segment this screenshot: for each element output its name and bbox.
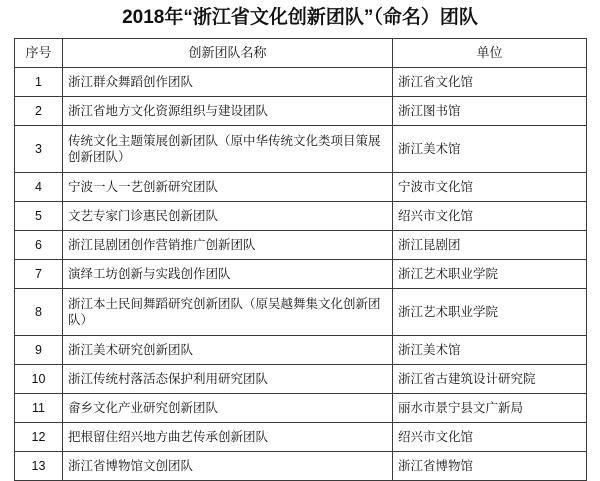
cell-index: 3	[15, 126, 63, 173]
cell-unit: 浙江图书馆	[393, 97, 587, 126]
cell-unit: 绍兴市文化馆	[393, 202, 587, 231]
table-container	[0, 38, 600, 481]
cell-team-name: 浙江传统村落活态保护利用研究团队	[63, 365, 393, 394]
cell-team-name: 浙江本土民间舞蹈研究创新团队（原吴越舞集文化创新团队）	[63, 289, 393, 336]
cell-unit: 浙江省文化馆	[393, 68, 587, 97]
cell-team-name: 畲乡文化产业研究创新团队	[63, 394, 393, 423]
cell-index: 1	[15, 68, 63, 97]
cell-unit: 浙江昆剧团	[393, 231, 587, 260]
column-header-unit: 单位	[393, 39, 587, 68]
table-row	[15, 336, 587, 365]
table-row	[15, 68, 587, 97]
table-row	[15, 394, 587, 423]
cell-index: 6	[15, 231, 63, 260]
cell-unit: 丽水市景宁县文广新局	[393, 394, 587, 423]
cell-unit: 浙江美术馆	[393, 336, 587, 365]
cell-team-name: 宁波一人一艺创新研究团队	[63, 173, 393, 202]
cell-index: 13	[15, 452, 63, 481]
cell-unit: 宁波市文化馆	[393, 173, 587, 202]
cell-team-name: 浙江省地方文化资源组织与建设团队	[63, 97, 393, 126]
table-row	[15, 231, 587, 260]
table-row	[15, 126, 587, 173]
cell-team-name: 把根留住绍兴地方曲艺传承创新团队	[63, 423, 393, 452]
column-header-name: 创新团队名称	[63, 39, 393, 68]
cell-unit: 浙江省古建筑设计研究院	[393, 365, 587, 394]
cell-index: 10	[15, 365, 63, 394]
cell-index: 7	[15, 260, 63, 289]
innovation-team-table	[14, 38, 587, 481]
cell-unit: 浙江艺术职业学院	[393, 260, 587, 289]
cell-team-name: 浙江省博物馆文创团队	[63, 452, 393, 481]
table-header-row	[15, 39, 587, 68]
cell-team-name: 传统文化主题策展创新团队（原中华传统文化类项目策展创新团队）	[63, 126, 393, 173]
table-row	[15, 260, 587, 289]
page-title: 2018年“浙江省文化创新团队”（命名）团队	[122, 7, 478, 28]
table-row	[15, 97, 587, 126]
table-row	[15, 452, 587, 481]
table-row	[15, 365, 587, 394]
cell-index: 5	[15, 202, 63, 231]
cell-index: 9	[15, 336, 63, 365]
cell-index: 11	[15, 394, 63, 423]
cell-index: 8	[15, 289, 63, 336]
cell-unit: 浙江艺术职业学院	[393, 289, 587, 336]
table-row	[15, 173, 587, 202]
column-header-index: 序号	[15, 39, 63, 68]
cell-unit: 绍兴市文化馆	[393, 423, 587, 452]
cell-team-name: 浙江昆剧团创作营销推广创新团队	[63, 231, 393, 260]
cell-index: 4	[15, 173, 63, 202]
table-row	[15, 289, 587, 336]
cell-index: 12	[15, 423, 63, 452]
cell-unit: 浙江美术馆	[393, 126, 587, 173]
cell-team-name: 浙江美术研究创新团队	[63, 336, 393, 365]
table-row	[15, 202, 587, 231]
cell-team-name: 演绎工坊创新与实践创作团队	[63, 260, 393, 289]
cell-index: 2	[15, 97, 63, 126]
cell-team-name: 浙江群众舞蹈创作团队	[63, 68, 393, 97]
cell-team-name: 文艺专家门诊惠民创新团队	[63, 202, 393, 231]
cell-unit: 浙江省博物馆	[393, 452, 587, 481]
table-row	[15, 423, 587, 452]
